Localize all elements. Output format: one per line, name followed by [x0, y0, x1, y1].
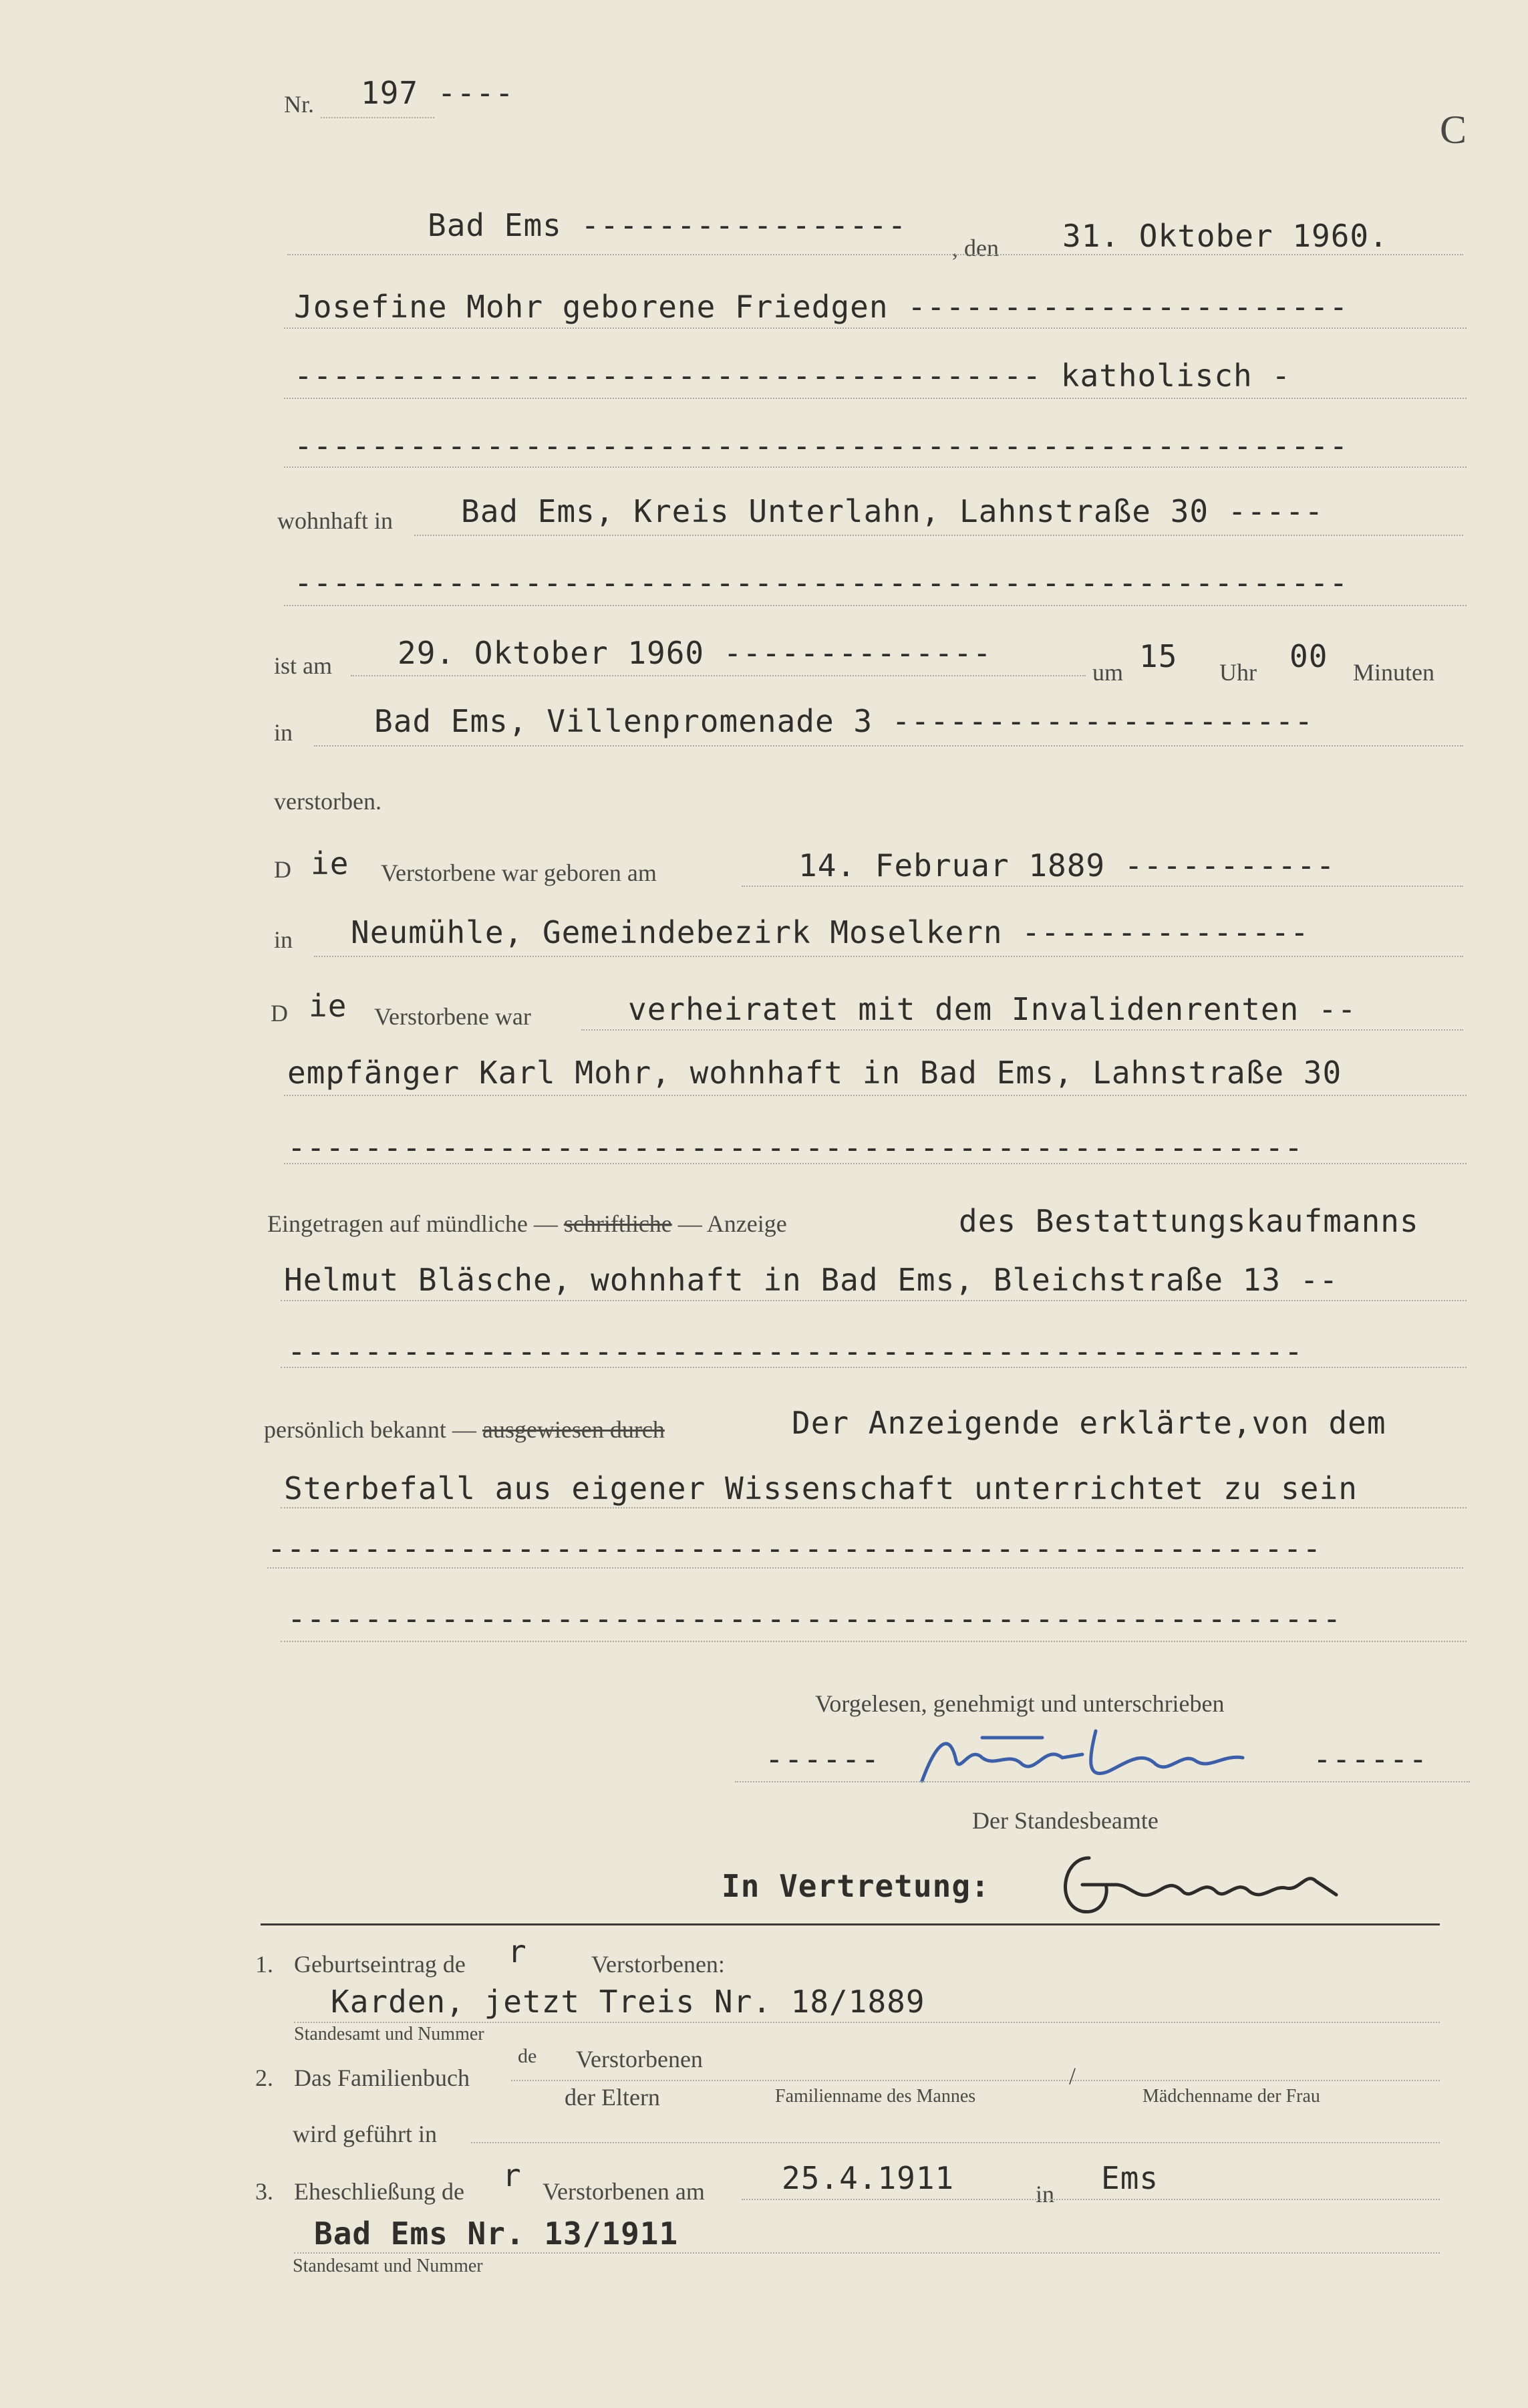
- line: [281, 1367, 1467, 1368]
- line: [742, 2199, 1440, 2200]
- read-approved-label: Vorgelesen, genehmigt und unterschrieben: [815, 1690, 1225, 1717]
- footnote-1-label-b: Verstorbenen:: [591, 1951, 725, 1978]
- line: [471, 2142, 1440, 2143]
- line: [314, 745, 1463, 747]
- footnote-1-value: Karden, jetzt Treis Nr. 18/1889: [331, 1984, 925, 2020]
- line: [281, 1300, 1467, 1301]
- ist-am-label: ist am: [274, 652, 332, 679]
- line: [284, 398, 1467, 399]
- line: [284, 605, 1467, 606]
- corner-letter: C: [1440, 108, 1467, 152]
- line: [511, 2080, 1440, 2081]
- birth-date: 14. Februar 1889 -----------: [798, 847, 1336, 884]
- dashes-left: ------: [765, 1741, 881, 1777]
- record-number: 197 ----: [361, 75, 514, 111]
- nr-underline: [321, 117, 434, 118]
- line: [351, 675, 1086, 676]
- footnote-2-verstorbenen: Verstorbenen: [576, 2046, 703, 2072]
- line: [314, 956, 1463, 957]
- minuten-label: Minuten: [1353, 659, 1434, 686]
- footnote-3-label-a: Eheschließung de: [294, 2178, 464, 2205]
- reporter-name: Helmut Bläsche, wohnhaft in Bad Ems, Bleichstraße 13 --: [284, 1262, 1339, 1298]
- footnote-2-number: 2.: [255, 2064, 273, 2091]
- footnote-1-number: 1.: [255, 1951, 273, 1978]
- line: [267, 1567, 1463, 1569]
- nr-label: Nr.: [284, 91, 314, 118]
- line: [287, 254, 1463, 255]
- birth-label: Verstorbene war geboren am: [381, 859, 657, 886]
- footnote-2-frau: Mädchenname der Frau: [1142, 2086, 1320, 2107]
- line: [281, 1507, 1467, 1508]
- dash-line: -------------------------------------------------------: [294, 565, 1349, 601]
- line: [284, 466, 1467, 468]
- marital-label: Verstorbene war: [374, 1003, 531, 1030]
- spouse-line: empfänger Karl Mohr, wohnhaft in Bad Ems, Lahnstraße 30: [287, 1055, 1342, 1091]
- footnote-2-label: Das Familienbuch: [294, 2064, 470, 2091]
- footnote-1-label-a: Geburtseintrag de: [294, 1951, 466, 1978]
- wohnhaft-label: wohnhaft in: [277, 507, 393, 534]
- report-label: [267, 1210, 787, 1238]
- footer-rule: [261, 1923, 1440, 1925]
- place-of-registration: Bad Ems -----------------: [428, 207, 907, 243]
- footnote-2-slash: /: [1069, 2062, 1076, 2089]
- reporter-title: des Bestattungskaufmanns: [959, 1203, 1419, 1239]
- registration-date: 31. Oktober 1960.: [1062, 218, 1388, 254]
- dash-line: -------------------------------------------------------: [287, 1601, 1342, 1637]
- footnote-3-caption: Standesamt und Nummer: [293, 2256, 483, 2276]
- footnote-3-label-b: Verstorbenen am: [543, 2178, 705, 2205]
- footnote-3-number: 3.: [255, 2178, 273, 2205]
- footnote-3-in: in: [1036, 2181, 1055, 2208]
- footnote-2-mann: Familienname des Mannes: [775, 2086, 976, 2107]
- official-label: Der Standesbeamte: [972, 1807, 1159, 1834]
- footnote-2-wird: wird geführt in: [293, 2121, 437, 2147]
- in-vertretung: In Vertretung:: [722, 1868, 990, 1904]
- death-minutes: 00: [1289, 638, 1328, 674]
- report-label-end: — Anzeige: [677, 1210, 787, 1237]
- in-label: in: [274, 719, 293, 746]
- footnote-3-value: Bad Ems Nr. 13/1911: [314, 2216, 679, 2252]
- religion-line: --------------------------------------- katholisch -: [294, 358, 1291, 394]
- line: [294, 2022, 1440, 2023]
- signer-name-hidden: Helmut Bläsche: [949, 1794, 955, 1795]
- report-label-start: Eingetragen auf mündliche —: [267, 1210, 558, 1237]
- den-label: , den: [952, 235, 999, 261]
- dash-line: -----------------------------------------------------: [287, 1333, 1304, 1369]
- um-label: um: [1092, 659, 1124, 686]
- line: [294, 2252, 1440, 2254]
- line: [414, 535, 1463, 536]
- struck-schriftliche: schriftliche: [563, 1210, 672, 1237]
- marital-status: verheiratet mit dem Invalidenrenten --: [628, 991, 1357, 1027]
- death-place: Bad Ems, Villenpromenade 3 ----------------------: [374, 703, 1314, 739]
- line: [581, 1029, 1463, 1031]
- dash-line: -----------------------------------------------------: [287, 1129, 1304, 1166]
- verstorben-label: verstorben.: [274, 788, 381, 815]
- death-hour: 15: [1139, 638, 1178, 674]
- dash-line: -------------------------------------------------------: [267, 1530, 1322, 1567]
- line: [284, 1163, 1467, 1164]
- footnote-2-de: de: [518, 2045, 537, 2067]
- footnote-1-caption: Standesamt und Nummer: [294, 2024, 484, 2044]
- line: [735, 1781, 1470, 1782]
- line: [284, 327, 1467, 329]
- statement-line-1: Der Anzeigende erklärte,von dem: [792, 1405, 1386, 1441]
- d-label: D: [271, 1000, 288, 1027]
- line: [742, 886, 1463, 887]
- d-suffix: ie: [311, 845, 349, 882]
- line: [281, 1641, 1467, 1642]
- uhr-label: Uhr: [1219, 659, 1257, 686]
- known-label-text: persönlich bekannt —: [264, 1416, 476, 1443]
- known-label: [264, 1416, 665, 1444]
- footnote-3-place: Ems: [1101, 2160, 1159, 2196]
- footnote-3-sup: r: [502, 2157, 522, 2193]
- deceased-address: Bad Ems, Kreis Unterlahn, Lahnstraße 30 -----: [461, 493, 1324, 529]
- footnote-2-eltern: der Eltern: [565, 2084, 660, 2111]
- deceased-name: Josefine Mohr geborene Friedgen -----------------------: [294, 289, 1349, 325]
- struck-ausgewiesen: ausgewiesen durch: [482, 1416, 665, 1443]
- footnote-3-date: 25.4.1911: [782, 2160, 955, 2196]
- official-signature: [1042, 1831, 1363, 1925]
- dashes-right: ------: [1313, 1741, 1428, 1777]
- dash-line: -------------------------------------------------------: [294, 428, 1349, 464]
- d-label: D: [274, 856, 291, 883]
- in-label: in: [274, 926, 293, 953]
- d-suffix: ie: [309, 988, 347, 1024]
- line: [284, 1095, 1467, 1096]
- footnote-1-sup: r: [508, 1933, 527, 1970]
- birth-place: Neumühle, Gemeindebezirk Moselkern ---------------: [351, 914, 1310, 950]
- statement-line-2: Sterbefall aus eigener Wissenschaft unterrichtet zu sein: [284, 1470, 1358, 1506]
- death-date: 29. Oktober 1960 --------------: [398, 635, 992, 671]
- signer-signature: [909, 1718, 1283, 1798]
